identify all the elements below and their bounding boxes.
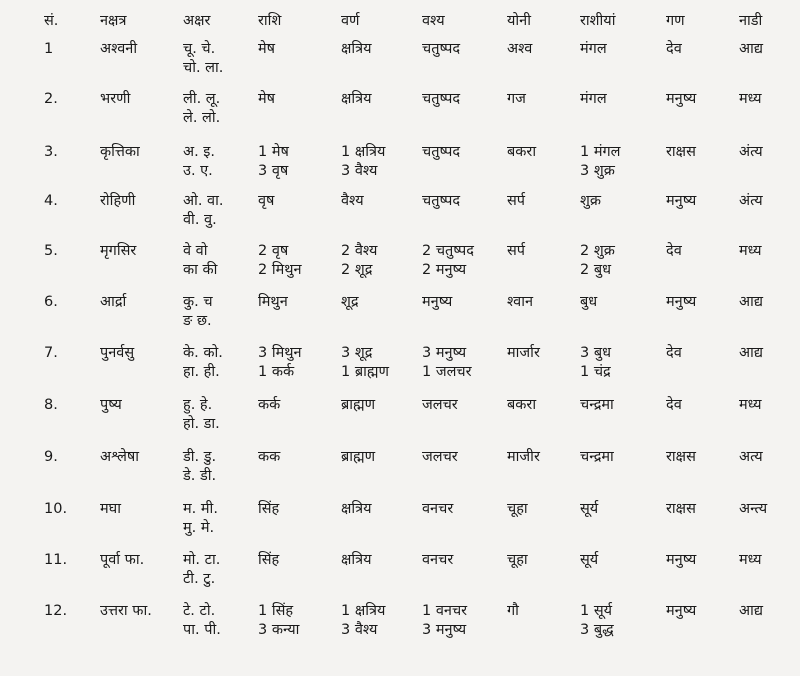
- cell-line: आद्य: [739, 345, 763, 361]
- cell-line: 3.: [44, 144, 58, 160]
- cell-line: मध्य: [739, 243, 762, 259]
- cell-line: डे. डी.: [183, 468, 217, 484]
- cell-line: मंगल: [580, 41, 607, 57]
- row-1-vashya: [422, 40, 460, 59]
- cell-line: 3 मिथुन: [258, 345, 302, 361]
- row-4-nakshatra: [100, 192, 135, 211]
- row-1-rashiyan: [580, 40, 607, 59]
- cell-line: अश्लेषा: [100, 449, 140, 465]
- row-11-gan: [666, 551, 696, 570]
- row-7-serial: [44, 344, 58, 363]
- cell-line: सिंह: [258, 552, 280, 568]
- cell-line: देव: [666, 243, 682, 259]
- cell-line: 1 क्षत्रिय: [341, 603, 386, 619]
- cell-line: देव: [666, 345, 682, 361]
- cell-line: 4.: [44, 193, 58, 209]
- cell-line: चन्द्रमा: [580, 397, 614, 413]
- cell-line: अ. इ.: [183, 144, 216, 160]
- row-3-nadi: [739, 143, 763, 162]
- cell-line: मनुष्य: [666, 603, 697, 619]
- cell-line: ली. लू.: [183, 91, 221, 107]
- cell-line: 3 वैश्य: [341, 163, 378, 179]
- cell-line: क्षत्रिय: [341, 41, 372, 57]
- cell-line: वी. वु.: [183, 212, 217, 228]
- cell-line: ब्राह्मण: [341, 397, 376, 413]
- cell-line: टी. टु.: [183, 571, 216, 587]
- cell-line: शुक्र: [580, 193, 601, 209]
- cell-line: मध्य: [739, 552, 762, 568]
- row-1-rashi: [258, 40, 275, 59]
- row-7-gan: [666, 344, 682, 363]
- row-9-vashya: [422, 448, 458, 467]
- row-10-akshar: [183, 500, 218, 538]
- cell-line: वैश्य: [341, 193, 364, 209]
- cell-line: पुनर्वसु: [100, 345, 135, 361]
- row-4-nadi: [739, 192, 763, 211]
- row-12-rashiyan: [580, 602, 614, 640]
- cell-line: 3 कन्या: [258, 622, 300, 638]
- cell-line: बुध: [580, 294, 598, 310]
- row-11-rashiyan: [580, 551, 598, 570]
- cell-line: चूहा: [507, 501, 528, 517]
- cell-line: क्षत्रिय: [341, 552, 372, 568]
- row-4-akshar: [183, 192, 223, 230]
- row-5-nadi: [739, 242, 762, 261]
- cell-line: बकरा: [507, 397, 537, 413]
- cell-line: 1 सिंह: [258, 603, 294, 619]
- cell-line: वे वो: [183, 243, 208, 259]
- row-6-serial: [44, 293, 58, 312]
- row-5-gan: [666, 242, 682, 261]
- row-11-vashya: [422, 551, 453, 570]
- row-1-yoni: [507, 40, 532, 59]
- cell-line: मु. मे.: [183, 520, 215, 536]
- cell-line: 2 वैश्य: [341, 243, 378, 259]
- cell-line: 3 बुद्ध: [580, 622, 614, 638]
- cell-line: मध्य: [739, 397, 762, 413]
- row-9-rashiyan: [580, 448, 614, 467]
- row-12-nakshatra: [100, 602, 152, 621]
- cell-line: 2 वृष: [258, 243, 289, 259]
- row-2-rashiyan: [580, 90, 607, 109]
- cell-line: गौ: [507, 603, 519, 619]
- row-8-gan: [666, 396, 682, 415]
- cell-line: अंत्य: [739, 193, 763, 209]
- row-7-rashi: [258, 344, 302, 382]
- cell-line: मिथुन: [258, 294, 288, 310]
- cell-line: शूद्र: [341, 294, 359, 310]
- cell-line: जलचर: [422, 449, 458, 465]
- row-7-yoni: [507, 344, 540, 363]
- row-2-nadi: [739, 90, 762, 109]
- cell-line: रोहिणी: [100, 193, 136, 209]
- row-10-rashi: [258, 500, 279, 519]
- cell-line: देव: [666, 397, 682, 413]
- cell-line: सर्प: [507, 193, 526, 209]
- cell-line: टे. टो.: [183, 603, 216, 619]
- row-6-akshar: [183, 293, 213, 331]
- cell-line: सूर्य: [580, 501, 599, 517]
- row-1-serial: [44, 40, 53, 59]
- cell-line: 1 मेष: [258, 144, 289, 160]
- row-12-nadi: [739, 602, 763, 621]
- row-11-yoni: [507, 551, 528, 570]
- cell-line: चतुष्पद: [422, 193, 461, 209]
- row-6-rashi: [258, 293, 288, 312]
- row-4-rashi: [258, 192, 274, 211]
- row-5-rashiyan: [580, 242, 615, 280]
- cell-line: गज: [507, 91, 526, 107]
- cell-line: अत्य: [739, 449, 763, 465]
- row-2-vashya: [422, 90, 460, 109]
- header-serial: सं.: [44, 13, 59, 29]
- cell-line: 1 कर्क: [258, 364, 295, 380]
- cell-line: देव: [666, 41, 682, 57]
- cell-line: 3 मनुष्य: [422, 345, 467, 361]
- cell-line: 1 चंद्र: [580, 364, 611, 380]
- row-4-varna: [341, 192, 364, 211]
- cell-line: 1 ब्राह्मण: [341, 364, 389, 380]
- row-9-varna: [341, 448, 375, 467]
- cell-line: आद्य: [739, 41, 763, 57]
- cell-line: 1 मंगल: [580, 144, 621, 160]
- header-nakshatra: नक्षत्र: [100, 13, 127, 29]
- row-4-yoni: [507, 192, 525, 211]
- cell-line: अंत्य: [739, 144, 763, 160]
- row-7-varna: [341, 344, 389, 382]
- row-2-serial: [44, 90, 58, 109]
- row-3-nakshatra: [100, 143, 140, 162]
- row-6-varna: [341, 293, 359, 312]
- row-4-gan: [666, 192, 696, 211]
- cell-line: श्वान: [507, 294, 534, 310]
- cell-line: 3 शुक्र: [580, 163, 615, 179]
- row-12-vashya: [422, 602, 467, 640]
- row-11-akshar: [183, 551, 220, 589]
- row-1-akshar: [183, 40, 223, 78]
- cell-line: 3 वृष: [258, 163, 289, 179]
- row-7-rashiyan: [580, 344, 611, 382]
- row-10-rashiyan: [580, 500, 598, 519]
- cell-line: मंगल: [580, 91, 607, 107]
- row-7-vashya: [422, 344, 472, 382]
- row-10-yoni: [507, 500, 528, 519]
- row-5-yoni: [507, 242, 525, 261]
- cell-line: 2 चतुष्पद: [422, 243, 474, 259]
- cell-line: आद्य: [739, 603, 763, 619]
- cell-line: हा. ही.: [183, 364, 220, 380]
- row-9-serial: [44, 448, 58, 467]
- cell-line: 3 बुध: [580, 345, 612, 361]
- cell-line: चन्द्रमा: [580, 449, 614, 465]
- cell-line: मेष: [258, 91, 276, 107]
- row-8-serial: [44, 396, 58, 415]
- row-10-serial: [44, 500, 67, 519]
- row-4-vashya: [422, 192, 460, 211]
- row-6-rashiyan: [580, 293, 597, 312]
- cell-line: 2 शुक्र: [580, 243, 615, 259]
- row-2-rashi: [258, 90, 275, 109]
- row-3-yoni: [507, 143, 536, 162]
- cell-line: 6.: [44, 294, 58, 310]
- cell-line: ङ छ.: [183, 313, 212, 329]
- cell-line: राक्षस: [666, 501, 696, 517]
- row-8-nadi: [739, 396, 762, 415]
- cell-line: चो. ला.: [183, 60, 224, 76]
- cell-line: 5.: [44, 243, 58, 259]
- cell-line: मध्य: [739, 91, 762, 107]
- row-1-gan: [666, 40, 682, 59]
- row-5-vashya: [422, 242, 474, 280]
- row-10-gan: [666, 500, 696, 519]
- cell-line: के. को.: [183, 345, 223, 361]
- row-1-nadi: [739, 40, 763, 59]
- cell-line: उ. ए.: [183, 163, 213, 179]
- cell-line: क्षत्रिय: [341, 91, 372, 107]
- cell-line: राक्षस: [666, 449, 696, 465]
- cell-line: अश्वनी: [100, 41, 138, 57]
- cell-line: पुष्य: [100, 397, 122, 413]
- cell-line: 3 मनुष्य: [422, 622, 467, 638]
- row-2-varna: [341, 90, 372, 109]
- row-3-akshar: [183, 143, 215, 181]
- cell-line: कर्क: [258, 397, 281, 413]
- cell-line: 11.: [44, 552, 68, 568]
- cell-line: सूर्य: [580, 552, 599, 568]
- cell-line: डी. डु.: [183, 449, 217, 465]
- header-nadi: नाडी: [739, 13, 763, 29]
- cell-line: कक: [258, 449, 281, 465]
- row-8-akshar: [183, 396, 220, 434]
- cell-line: पूर्वा फा.: [100, 552, 145, 568]
- cell-line: 1 सूर्य: [580, 603, 613, 619]
- cell-line: मनुष्य: [666, 294, 697, 310]
- row-3-rashiyan: [580, 143, 621, 181]
- cell-line: हो. डा.: [183, 416, 220, 432]
- row-12-yoni: [507, 602, 519, 621]
- row-12-rashi: [258, 602, 299, 640]
- cell-line: ओ. वा.: [183, 193, 224, 209]
- cell-line: चतुष्पद: [422, 41, 461, 57]
- cell-line: 2 शूद्र: [341, 262, 373, 278]
- row-11-nadi: [739, 551, 762, 570]
- row-11-varna: [341, 551, 372, 570]
- row-10-vashya: [422, 500, 453, 519]
- cell-line: मार्जार: [507, 345, 540, 361]
- row-6-nakshatra: [100, 293, 126, 312]
- row-2-gan: [666, 90, 696, 109]
- row-9-rashi: [258, 448, 280, 467]
- row-3-gan: [666, 143, 696, 162]
- row-4-rashiyan: [580, 192, 601, 211]
- cell-line: 1 जलचर: [422, 364, 472, 380]
- cell-line: मघा: [100, 501, 121, 517]
- row-2-yoni: [507, 90, 526, 109]
- row-11-nakshatra: [100, 551, 144, 570]
- cell-line: भरणी: [100, 91, 131, 107]
- cell-line: राक्षस: [666, 144, 696, 160]
- cell-line: हु. हे.: [183, 397, 213, 413]
- row-11-serial: [44, 551, 67, 570]
- cell-line: मेष: [258, 41, 276, 57]
- row-4-serial: [44, 192, 58, 211]
- row-6-vashya: [422, 293, 452, 312]
- cell-line: 7.: [44, 345, 58, 361]
- row-8-nakshatra: [100, 396, 122, 415]
- row-12-varna: [341, 602, 385, 640]
- cell-line: माजीर: [507, 449, 540, 465]
- cell-line: 2 मनुष्य: [422, 262, 467, 278]
- row-2-nakshatra: [100, 90, 130, 109]
- cell-line: वनचर: [422, 552, 454, 568]
- row-6-gan: [666, 293, 696, 312]
- header-yoni: योनी: [507, 13, 531, 29]
- cell-line: कु. च: [183, 294, 213, 310]
- row-7-nadi: [739, 344, 763, 363]
- row-6-nadi: [739, 293, 763, 312]
- cell-line: 2.: [44, 91, 58, 107]
- row-10-nakshatra: [100, 500, 121, 519]
- cell-line: मनुष्य: [666, 91, 697, 107]
- row-9-nadi: [739, 448, 763, 467]
- header-vashya: वश्य: [422, 13, 445, 29]
- cell-line: पा. पी.: [183, 622, 221, 638]
- row-8-rashiyan: [580, 396, 614, 415]
- cell-line: बकरा: [507, 144, 537, 160]
- row-3-serial: [44, 143, 58, 162]
- cell-line: ब्राह्मण: [341, 449, 376, 465]
- cell-line: का की: [183, 262, 218, 278]
- row-5-akshar: [183, 242, 217, 280]
- header-varna: वर्ण: [341, 13, 360, 29]
- cell-line: आद्य: [739, 294, 763, 310]
- cell-line: 3 वैश्य: [341, 622, 378, 638]
- row-3-rashi: [258, 143, 289, 181]
- cell-line: 2 मिथुन: [258, 262, 302, 278]
- row-8-varna: [341, 396, 375, 415]
- row-2-akshar: [183, 90, 220, 128]
- cell-line: आर्द्रा: [100, 294, 127, 310]
- row-8-yoni: [507, 396, 536, 415]
- header-gan: गण: [666, 13, 685, 29]
- cell-line: 1 वनचर: [422, 603, 468, 619]
- cell-line: मृगसिर: [100, 243, 137, 259]
- row-3-vashya: [422, 143, 460, 162]
- row-11-rashi: [258, 551, 279, 570]
- cell-line: कृत्तिका: [100, 144, 140, 160]
- row-1-nakshatra: [100, 40, 137, 59]
- row-5-varna: [341, 242, 377, 280]
- cell-line: अश्व: [507, 41, 533, 57]
- row-5-serial: [44, 242, 58, 261]
- cell-line: चतुष्पद: [422, 91, 461, 107]
- cell-line: जलचर: [422, 397, 458, 413]
- cell-line: म. मी.: [183, 501, 218, 517]
- cell-line: चूहा: [507, 552, 528, 568]
- row-9-nakshatra: [100, 448, 139, 467]
- cell-line: 10.: [44, 501, 68, 517]
- header-rashiyan: राशीयां: [580, 13, 616, 29]
- cell-line: सर्प: [507, 243, 526, 259]
- cell-line: चू. चे.: [183, 41, 216, 57]
- row-7-nakshatra: [100, 344, 134, 363]
- row-5-nakshatra: [100, 242, 136, 261]
- cell-line: उत्तरा फा.: [100, 603, 152, 619]
- row-8-rashi: [258, 396, 280, 415]
- header-rashi: राशि: [258, 13, 282, 29]
- row-7-akshar: [183, 344, 223, 382]
- cell-line: वृष: [258, 193, 275, 209]
- cell-line: ले. लो.: [183, 110, 221, 126]
- cell-line: चतुष्पद: [422, 144, 461, 160]
- cell-line: मो. टा.: [183, 552, 221, 568]
- cell-line: क्षत्रिय: [341, 501, 372, 517]
- row-6-yoni: [507, 293, 533, 312]
- row-9-gan: [666, 448, 696, 467]
- cell-line: 12.: [44, 603, 68, 619]
- cell-line: अन्त्य: [739, 501, 768, 517]
- cell-line: वनचर: [422, 501, 454, 517]
- row-12-serial: [44, 602, 67, 621]
- cell-line: सिंह: [258, 501, 280, 517]
- row-5-rashi: [258, 242, 302, 280]
- row-12-gan: [666, 602, 696, 621]
- header-akshar: अक्षर: [183, 13, 211, 29]
- cell-line: 1 क्षत्रिय: [341, 144, 386, 160]
- cell-line: मनुष्य: [666, 552, 697, 568]
- row-9-yoni: [507, 448, 540, 467]
- row-8-vashya: [422, 396, 458, 415]
- cell-line: 2 बुध: [580, 262, 612, 278]
- row-3-varna: [341, 143, 385, 181]
- row-12-akshar: [183, 602, 221, 640]
- cell-line: मनुष्य: [422, 294, 453, 310]
- cell-line: 1: [44, 41, 54, 57]
- cell-line: 3 शूद्र: [341, 345, 373, 361]
- cell-line: 8.: [44, 397, 58, 413]
- row-1-varna: [341, 40, 372, 59]
- row-10-nadi: [739, 500, 767, 519]
- row-9-akshar: [183, 448, 216, 486]
- cell-line: मनुष्य: [666, 193, 697, 209]
- cell-line: 9.: [44, 449, 58, 465]
- row-10-varna: [341, 500, 372, 519]
